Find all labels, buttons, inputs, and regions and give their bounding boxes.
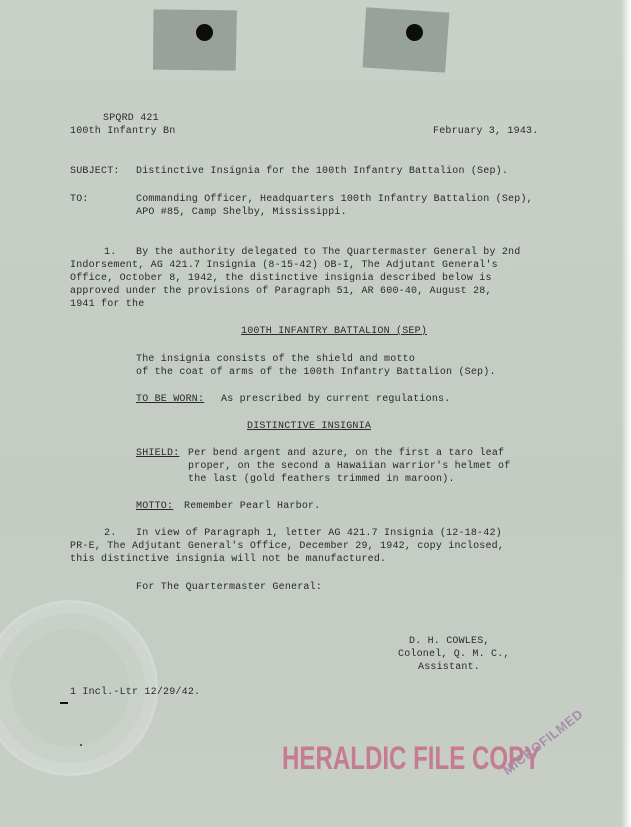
to-line-1: Commanding Officer, Headquarters 100th Infantry Battalion (Sep),	[136, 194, 533, 205]
unit-heading: 100TH INFANTRY BATTALION (SEP)	[241, 326, 428, 337]
heraldic-file-copy-stamp: HERALDIC FILE COPY	[282, 740, 541, 776]
punch-hole-right	[406, 24, 423, 41]
to-line-2: APO #85, Camp Shelby, Mississippi.	[136, 207, 347, 218]
paragraph-2-line-3: this distinctive insignia will not be manufactured.	[70, 554, 387, 565]
paragraph-1-number: 1.	[104, 247, 117, 258]
paragraph-1-line-4: approved under the provisions of Paragraph 51, AR 600-40, August 28,	[70, 286, 492, 297]
unit-line: 100th Infantry Bn	[70, 126, 176, 137]
closing-line: For The Quartermaster General:	[136, 582, 323, 593]
letter-date: February 3, 1943.	[433, 126, 539, 137]
signature-rank: Colonel, Q. M. C.,	[398, 649, 510, 660]
paragraph-2-number: 2.	[104, 528, 117, 539]
shield-line-1: Per bend argent and azure, on the first a taro leaf	[188, 448, 505, 459]
margin-mark	[60, 702, 68, 704]
signature-name: D. H. COWLES,	[409, 636, 490, 647]
to-label: TO:	[70, 194, 89, 205]
shield-line-2: proper, on the second a Hawaiian warrior's helmet of	[188, 461, 511, 472]
paragraph-1-line-2: Indorsement, AG 421.7 Insignia (8-15-42) OB-I, The Adjutant General's	[70, 260, 498, 271]
paragraph-1-line-5: 1941 for the	[70, 299, 145, 310]
punch-hole-left	[196, 24, 213, 41]
motto-text: Remember Pearl Harbor.	[184, 501, 321, 512]
to-be-worn-text: As prescribed by current regulations.	[221, 394, 451, 405]
insignia-description-line-2: of the coat of arms of the 100th Infantry Battalion (Sep).	[136, 367, 496, 378]
paragraph-2-line-1: In view of Paragraph 1, letter AG 421.7 Insignia (12-18-42)	[136, 528, 502, 539]
paragraph-1-line-1: By the authority delegated to The Quartermaster General by 2nd	[136, 247, 521, 258]
subject-label: SUBJECT:	[70, 166, 120, 177]
inclosure-note: 1 Incl.-Ltr 12/29/42.	[70, 687, 201, 698]
shield-label: SHIELD:	[136, 448, 180, 459]
to-be-worn-label: TO BE WORN:	[136, 394, 205, 405]
insignia-description-line-1: The insignia consists of the shield and motto	[136, 354, 416, 365]
tape-left	[151, 7, 239, 74]
speck	[80, 744, 82, 746]
file-reference: SPQRD 421	[103, 113, 159, 124]
microfilmed-stamp: MICROFILMED	[500, 706, 586, 778]
paragraph-2-line-2: PR-E, The Adjutant General's Office, December 29, 1942, copy inclosed,	[70, 541, 505, 552]
subject-text: Distinctive Insignia for the 100th Infantry Battalion (Sep).	[136, 166, 509, 177]
shield-line-3: the last (gold feathers trimmed in maroon).	[188, 474, 455, 485]
page-edge	[621, 0, 631, 827]
tape-right	[362, 7, 449, 72]
signature-title: Assistant.	[418, 662, 481, 673]
motto-label: MOTTO:	[136, 501, 174, 512]
paragraph-1-line-3: Office, October 8, 1942, the distinctive insignia described below is	[70, 273, 492, 284]
section-heading: DISTINCTIVE INSIGNIA	[247, 421, 372, 432]
